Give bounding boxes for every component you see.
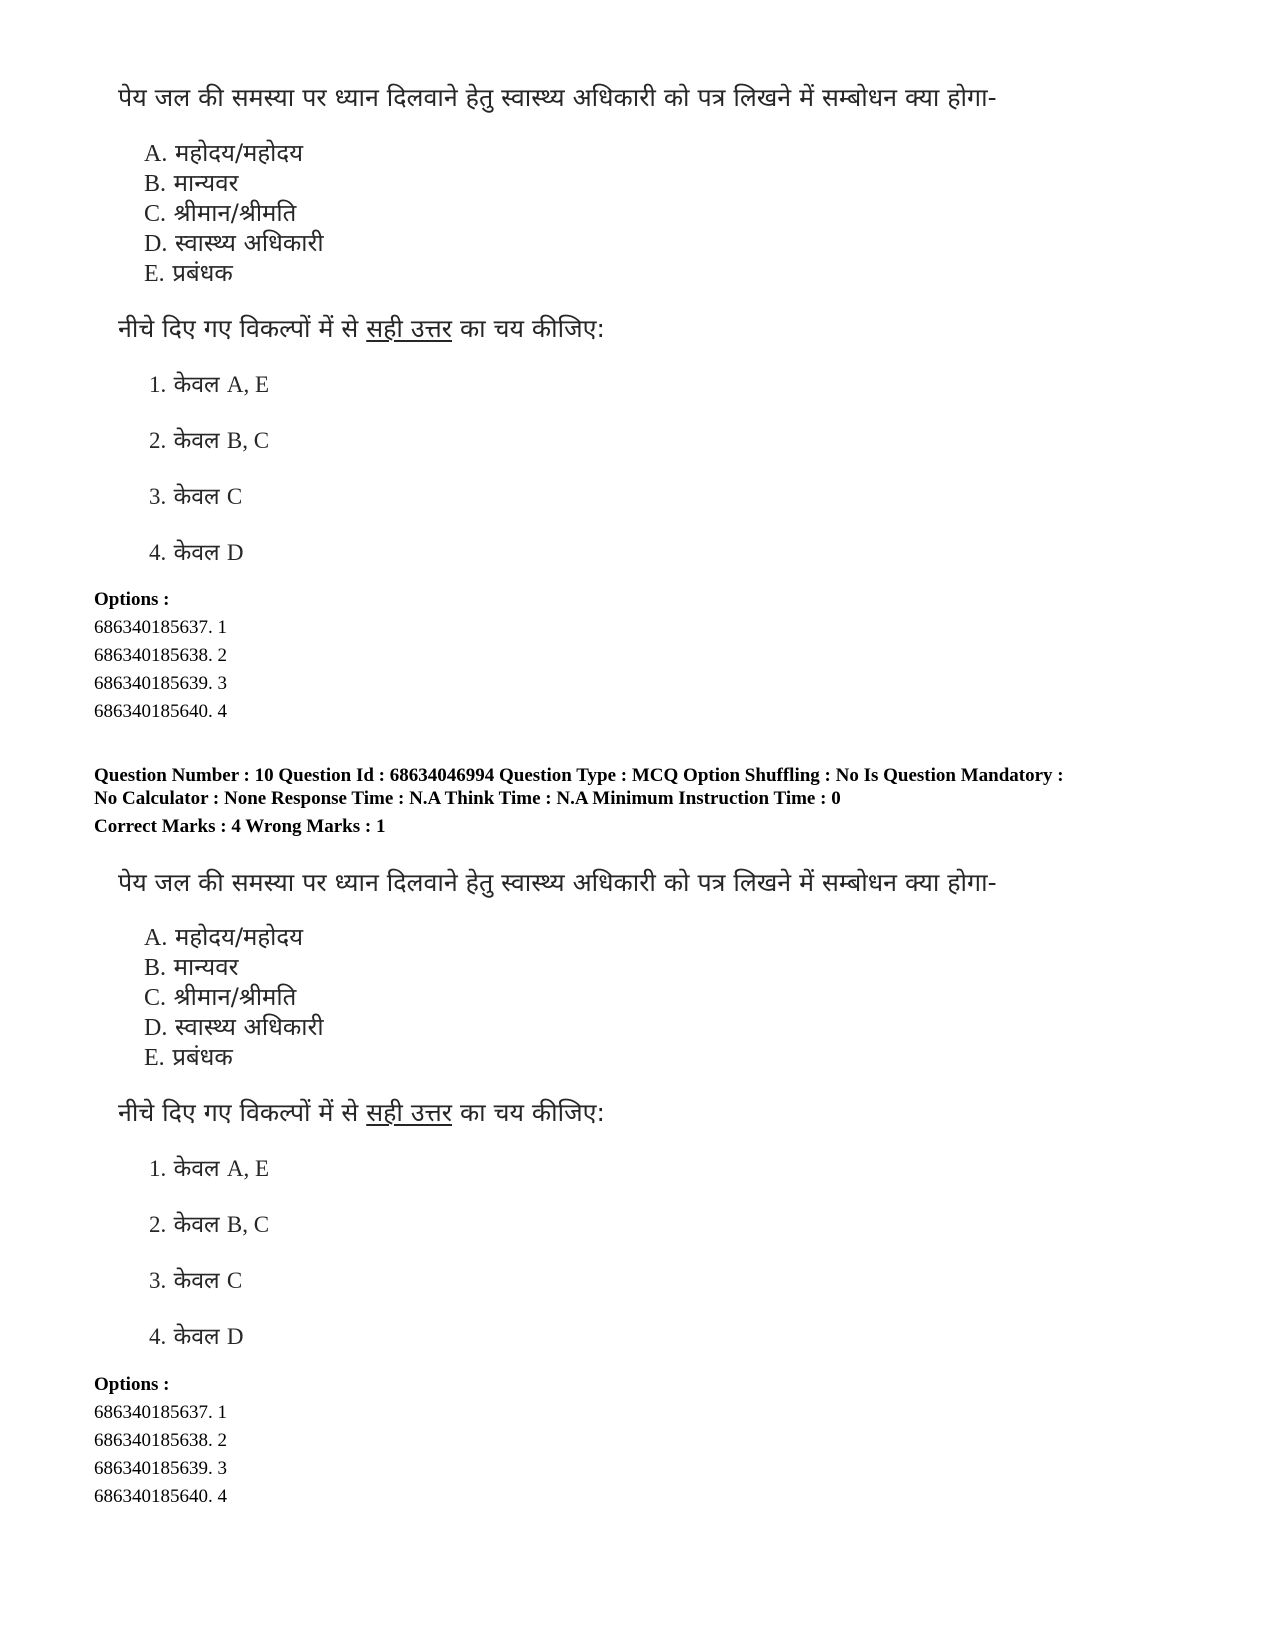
question-meta-line2: No Calculator : None Response Time : N.A Think Time : N.A Minimum Instruction Time : 0 xyxy=(94,788,841,809)
instruction: नीचे दिए गए विकल्पों में से सही उत्तर का चय कीजिए: xyxy=(118,314,605,343)
options-heading: Options : xyxy=(94,1374,170,1395)
option-id-4: 686340185640. 4 xyxy=(94,1486,227,1507)
choice-3: 3. केवल C xyxy=(149,484,243,510)
options-heading: Options : xyxy=(94,589,170,610)
question-stem: पेय जल की समस्या पर ध्यान दिलवाने हेतु स्वास्थ्य अधिकारी को पत्र लिखने में सम्बोधन क्या होगा- xyxy=(118,868,997,897)
option-id-3: 686340185639. 3 xyxy=(94,673,227,694)
question-marks: Correct Marks : 4 Wrong Marks : 1 xyxy=(94,816,386,837)
statement-d: D. स्वास्थ्य अधिकारी xyxy=(144,229,324,257)
statement-c: C. श्रीमान/श्रीमति xyxy=(144,983,297,1011)
choice-1: 1. केवल A, E xyxy=(149,1156,270,1182)
choice-4: 4. केवल D xyxy=(149,1324,244,1350)
choice-2: 2. केवल B, C xyxy=(149,1212,270,1238)
choice-4: 4. केवल D xyxy=(149,540,244,566)
choice-2: 2. केवल B, C xyxy=(149,428,270,454)
option-id-2: 686340185638. 2 xyxy=(94,645,227,666)
option-id-1: 686340185637. 1 xyxy=(94,617,227,638)
option-id-4: 686340185640. 4 xyxy=(94,701,227,722)
choice-3: 3. केवल C xyxy=(149,1268,243,1294)
statement-e: E. प्रबंधक xyxy=(144,1043,233,1071)
statement-a: A. महोदय/महोदय xyxy=(144,139,304,167)
statement-e: E. प्रबंधक xyxy=(144,259,233,287)
instruction: नीचे दिए गए विकल्पों में से सही उत्तर का चय कीजिए: xyxy=(118,1098,605,1127)
statement-c: C. श्रीमान/श्रीमति xyxy=(144,199,297,227)
question-meta-line1: Question Number : 10 Question Id : 68634046994 Question Type : MCQ Option Shuffling : No Is Question Mandatory : xyxy=(94,765,1064,786)
statement-a: A. महोदय/महोदय xyxy=(144,923,304,951)
option-id-2: 686340185638. 2 xyxy=(94,1430,227,1451)
choice-1: 1. केवल A, E xyxy=(149,372,270,398)
statement-d: D. स्वास्थ्य अधिकारी xyxy=(144,1013,324,1041)
statement-b: B. मान्यवर xyxy=(144,953,239,981)
statement-b: B. मान्यवर xyxy=(144,169,239,197)
question-stem: पेय जल की समस्या पर ध्यान दिलवाने हेतु स्वास्थ्य अधिकारी को पत्र लिखने में सम्बोधन क्या होगा- xyxy=(118,83,997,112)
option-id-3: 686340185639. 3 xyxy=(94,1458,227,1479)
option-id-1: 686340185637. 1 xyxy=(94,1402,227,1423)
